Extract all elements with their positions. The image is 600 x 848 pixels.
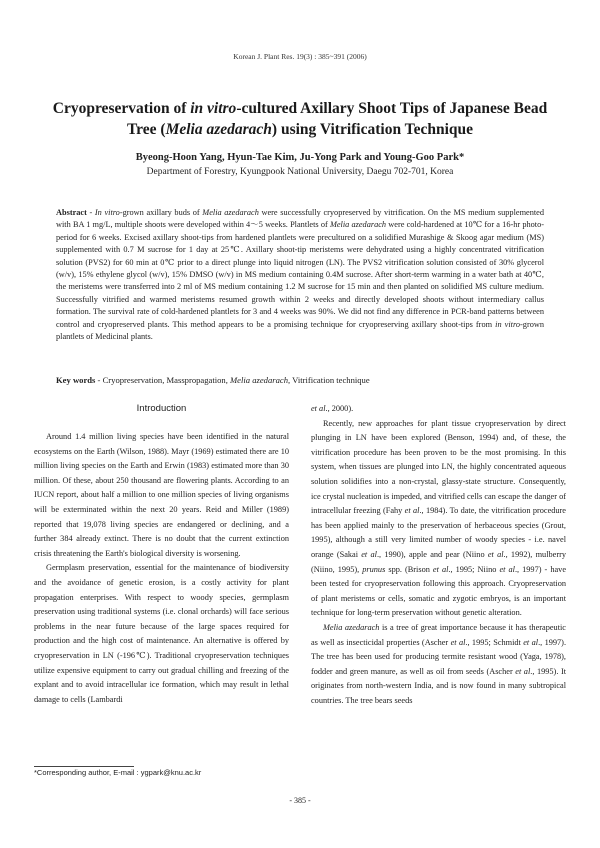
section-heading-introduction: Introduction <box>136 403 187 414</box>
running-head: Korean J. Plant Res. 19(3) : 385~391 (2006) <box>233 52 367 61</box>
footnote-divider <box>34 766 134 767</box>
keywords-label: Key words <box>56 375 96 385</box>
italic-run: Melia azedarach <box>323 622 380 632</box>
text-run: ., 1997) - have been tested for cryopreservation following this approach. Cryopreservation of plant meristems or cells, somatic and zygotic embryos, is an important technique for long-term preservation without genetic alteration. <box>311 564 566 618</box>
italic-run: Melia azedarach <box>202 208 259 217</box>
italic-run: Melia azedarach <box>329 220 387 230</box>
italic-run: et al <box>450 637 466 647</box>
text-run: ., 1995). It originates from north-western India, and is now found in many subtropical countries. The tree bears seeds <box>311 666 567 705</box>
body-paragraph <box>34 561 289 707</box>
italic-run: et al <box>311 404 326 413</box>
text-run: Germplasm preservation, essential for the maintenance of biodiversity and the avoidance of genetic erosion, is a costly activity for plant propagation enterprises. With respect to woody species, germplasm preservation using traditional systems (i.e. clonal orchards) will face serious problems in the near future because of the large spaces required for production and the high cost of maintenance. An alternative is offered by cryopreservation in LN (-196℃). Traditional cryopreservation techniques utilize expensive equipment to carry out gradual chilling and freezing of the explant and to avoid intracellular ice formation, which may result in lethal damage to cells (Lambardi <box>34 563 289 704</box>
text-run: ., 1997). The tree has been used for producing termite resistant wood (Yaga, 1978), fodder and green manure, as well as oil from seeds (Ascher <box>311 637 567 676</box>
article-title <box>40 98 560 140</box>
abstract-separator: - <box>86 208 95 217</box>
abstract-label: Abstract <box>56 208 87 217</box>
text-run: ., 1984). To date, the vitrification procedure has been applied mainly to the preservation of herbaceous species (Grout, 1995), although a still very limited number of woody species - i.e. navel orange (Sakai <box>311 506 566 559</box>
text-run: ., 1995; Niino <box>448 564 500 574</box>
italic-run: et al <box>361 549 377 559</box>
text-run: were cold-hardened at 10℃ for a 16-hr photo-period for 6 weeks. Excised axillary shoot-tips from hardened plantlets were precultured on a solidified Murashige & Skoog agar medium (MS) supplemented with 0.7 M sucrose for 1 day at 25℃. Axillary shoot-tip meristems were dehydrated using a highly concentrated vitrification solution (PVS2) for 60 min at 0℃ prior to a direct plunge into liquid nitrogen (LN). The PVS2 vitrification solution consisted of 30% glycerol (w/v), 15% ethylene glycol (w/v), 15% DMSO (w/v) in MS medium containing 0.4M sucrose. After short-term warming in a water bath at 40℃, the meristems were transferred into 2 ml of MS medium containing 1.2 M sucrose for 15 min and then planted on solidified MS culture medium. Successfully vitrified and warmed meristems resumed growth within 2 weeks and directly developed shoots without intermediary callus formation. The survival rate of cold-hardened plantlets for 3 and 4 weeks was 90%. We did not find any difference in PCR-band patterns between control and cryopreserved plants. This method appears to be a promising technique for cryopreserving axillary shoot-tips from <box>56 220 544 329</box>
italic-run: prunus <box>362 564 386 574</box>
abstract-body <box>56 208 544 341</box>
text-run: , Vitrification technique <box>288 375 370 385</box>
title-part2: -cultured Axillary Shoot Tips of Japanese Bead Tree ( <box>126 100 548 138</box>
text-run: ., 1992), mulberry (Niino, 1995), <box>311 549 567 574</box>
body-paragraph <box>311 621 566 709</box>
title-part1: Cryopreservation of <box>52 100 191 117</box>
right-column <box>311 402 566 708</box>
italic-run: et al <box>404 506 420 516</box>
title-part1-italic: in vitro <box>190 100 237 117</box>
text-run: Recently, new approaches for plant tissue cryopreservation by direct plunging in LN have been explored (Benson, 1994) and, of these, the vitrification procedure has been proven to be the most promising. In this system, when tissues are plunged into LN, the highly concentrated aqueous solution solidifies into a non-crystal, glassy-state structure. Consequently, ice crystal nucleation is impeded, and vitrified cells can escape the danger of intracellular freezing (Fahy <box>311 418 566 516</box>
body-paragraph <box>34 430 289 561</box>
body-paragraph <box>311 402 566 417</box>
keywords-body <box>103 375 370 385</box>
text-run: -grown axillary buds of <box>119 208 203 217</box>
italic-run: In vitro <box>94 208 120 217</box>
text-run: Cryopreservation, Masspropagation, <box>102 375 231 385</box>
corresponding-author-footnote: *Corresponding author, E-mail : ygpark@knu.ac.kr <box>34 768 202 777</box>
body-paragraph <box>311 417 566 621</box>
page-number: - 385 - <box>289 796 311 805</box>
text-run: -grown plantlets of Medicinal plants. <box>56 319 545 342</box>
italic-run: et al <box>432 564 449 574</box>
text-run: spp. (Brison <box>385 564 433 574</box>
author-list: Byeong-Hoon Yang, Hyun-Tae Kim, Ju-Yong Park and Young-Goo Park* <box>135 152 465 163</box>
italic-run: et al <box>487 549 504 559</box>
italic-run: et al <box>523 637 539 647</box>
title-part3: ) using Vitrification Technique <box>271 121 474 138</box>
keywords <box>56 374 544 386</box>
text-run: ., 2000). <box>325 404 354 413</box>
italic-run: in vitro <box>495 319 521 329</box>
text-run: ., 1995; Schmidt <box>465 637 524 647</box>
text-run: were successfully cryopreserved by vitrification. On the MS medium supplemented with BA 1 mg/L, multiple shoots were developed within 4～5 weeks. Plantlets of <box>56 208 544 230</box>
italic-run: et al <box>515 666 531 676</box>
affiliation: Department of Forestry, Kyungpook National University, Daegu 702-701, Korea <box>146 167 454 177</box>
text-run: Around 1.4 million living species have been identified in the natural ecosystems on the Earth (Wilson, 1988). Mayr (1969) estimated there are 10 million living species on the Earth and Erwin (1983) estimated more than 30 million. Of these, about 250 thousand are flowering plants. According to an IUCN report, about half a million to one million species of living organisms will be exterminated within the next 20 years. Reid and Miller (1989) reported that 19,078 living species are endangered or declining, and a further 384 already extinct. There is no doubt that the current extinction crisis threatening the Earth's biological diversity is worsening. <box>34 432 289 558</box>
title-part2-italic: Melia azedarach <box>165 121 272 138</box>
italic-run: et al <box>499 564 515 574</box>
abstract <box>56 207 544 343</box>
text-run: is a tree of great importance because it has therapeutic as well as insecticidal properties (Ascher <box>311 622 566 647</box>
keywords-separator: - <box>95 375 103 385</box>
left-column <box>34 430 289 707</box>
text-run: ., 1990), apple and pear (Niino <box>376 549 488 559</box>
italic-run: Melia azedarach <box>230 375 289 385</box>
